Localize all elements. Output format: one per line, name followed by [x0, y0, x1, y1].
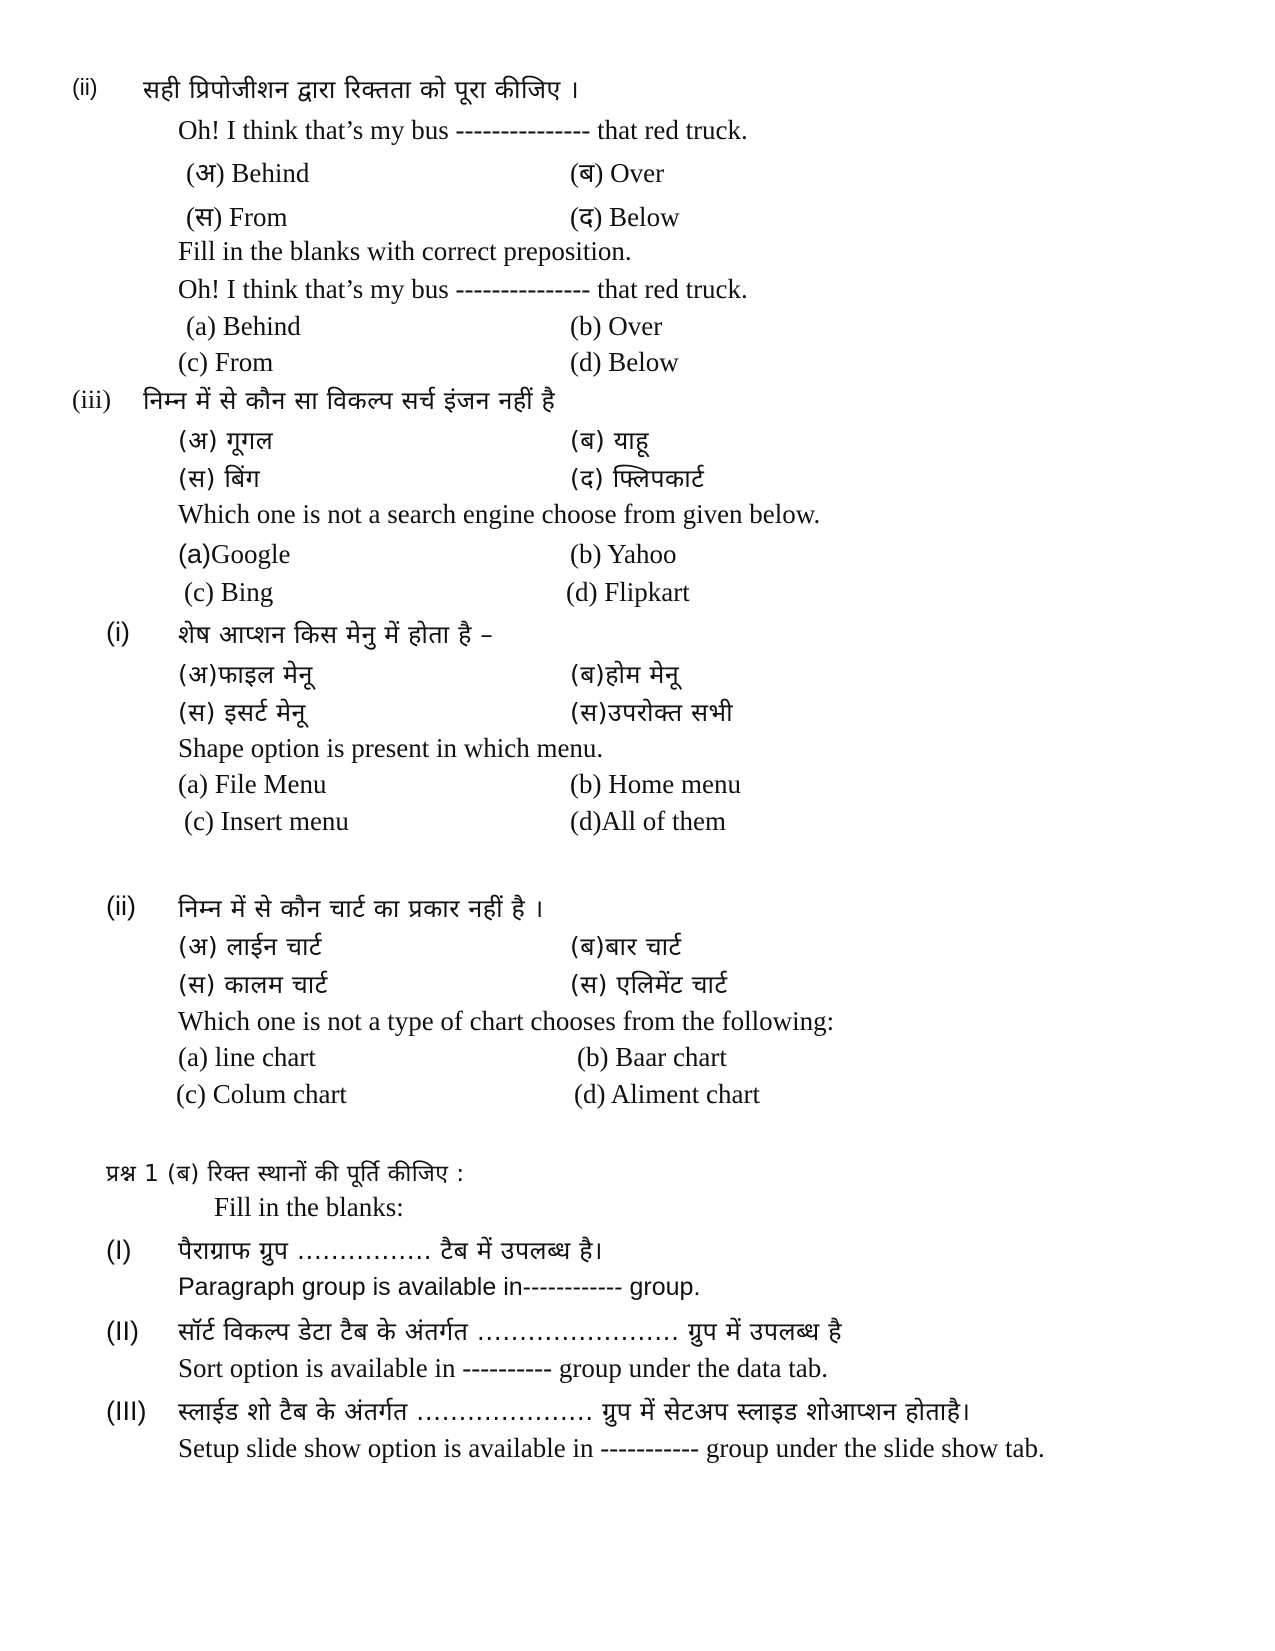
option-c-english: (c) From	[178, 347, 274, 377]
item-number: (II)	[106, 1316, 139, 1346]
option-d-hindi: (स) एलिमेंट चार्ट	[570, 970, 728, 999]
option-a-english: (a) File Menu	[178, 769, 327, 799]
option-c-english: (c) Colum chart	[176, 1079, 347, 1109]
item-text-english: Sort option is available in ---------- group under the data tab.	[178, 1353, 829, 1383]
question-text-english: Fill in the blanks with correct preposition.	[178, 236, 632, 266]
option-c-english: (c) Insert menu	[184, 806, 349, 836]
question-number: (i)	[106, 617, 130, 647]
question-text-hindi: शेष आप्शन किस मेनु में होता है –	[178, 620, 494, 649]
option-d-english: (d) Flipkart	[566, 577, 690, 607]
option-c-hindi: (स) From	[186, 202, 288, 232]
item-text-hindi: पैराग्राफ ग्रुप ................ टैब में उपलब्ध है।	[178, 1236, 604, 1265]
option-b-english: (b) Baar chart	[577, 1042, 727, 1072]
option-d-english: (d)All of them	[570, 806, 726, 836]
question-text-hindi: निम्न में से कौन चार्ट का प्रकार नहीं है ।	[178, 894, 544, 923]
option-a-hindi: (अ) लाईन चार्ट	[178, 932, 323, 961]
option-b-hindi: (ब)होम मेनू	[570, 660, 680, 689]
question-number: (ii)	[106, 891, 136, 921]
option-d-hindi: (स)उपरोक्त सभी	[570, 698, 734, 727]
item-text-english: Paragraph group is available in------------ group.	[178, 1273, 701, 1301]
option-b-hindi: (ब) Over	[570, 158, 665, 188]
option-a-english: (a) Behind	[186, 311, 301, 341]
item-text-hindi: सॉर्ट विकल्प डेटा टैब के अंतर्गत ........................ ग्रुप में उपलब्ध है	[178, 1317, 842, 1346]
option-c-hindi: (स) कालम चार्ट	[178, 970, 328, 999]
option-d-english: (d) Aliment chart	[574, 1079, 760, 1109]
item-number: (I)	[106, 1235, 132, 1265]
question-sentence-hindi-block: Oh! I think that’s my bus --------------- that red truck.	[178, 115, 748, 145]
question-text-english: Which one is not a search engine choose from given below.	[178, 499, 821, 529]
option-c-hindi: (स) बिंग	[178, 464, 261, 493]
option-d-english: (d) Below	[570, 347, 679, 377]
option-a-english	[178, 539, 290, 570]
section-heading-english: Fill in the blanks:	[214, 1192, 404, 1222]
option-d-hindi: (द) फ्लिपकार्ट	[570, 464, 705, 493]
option-d-hindi: (द) Below	[570, 202, 680, 232]
option-b-hindi: (ब)बार चार्ट	[570, 932, 682, 961]
question-text-hindi: निम्न में से कौन सा विकल्प सर्च इंजन नहीं है	[143, 386, 556, 415]
question-text-english: Shape option is present in which menu.	[178, 733, 604, 763]
item-text-english: Setup slide show option is available in ----------- group under the slide show tab.	[178, 1433, 1045, 1463]
option-a-hindi: (अ) गूगल	[178, 426, 274, 455]
option-label: (a)	[178, 539, 211, 569]
item-text-hindi: स्लाईड शो टैब के अंतर्गत ..................... ग्रुप में सेटअप स्लाइड शोआप्शन होताहै।	[178, 1397, 971, 1426]
option-b-english: (b) Yahoo	[570, 539, 677, 569]
option-a-hindi: (अ)फाइल मेनू	[178, 660, 313, 689]
option-text: Google	[211, 539, 291, 569]
question-text-hindi: सही प्रिपोजीशन द्वारा रिक्तता को पूरा कीजिए ।	[143, 75, 580, 104]
option-a-hindi: (अ) Behind	[186, 158, 310, 188]
item-number: (III)	[106, 1396, 147, 1426]
option-a-english: (a) line chart	[178, 1042, 316, 1072]
question-number: (ii)	[72, 74, 98, 100]
option-b-hindi: (ब) याहू	[570, 426, 649, 455]
question-number: (iii)	[72, 385, 111, 414]
option-b-english: (b) Home menu	[570, 769, 741, 799]
section-heading: प्रश्न 1 (ब) रिक्त स्थानों की पूर्ति कीजिए :	[106, 1161, 465, 1187]
option-c-english: (c) Bing	[184, 577, 274, 607]
option-b-english: (b) Over	[570, 311, 663, 341]
question-text-english: Which one is not a type of chart chooses from the following:	[178, 1006, 835, 1036]
option-c-hindi: (स) इसर्ट मेनू	[178, 698, 306, 727]
question-sentence-english: Oh! I think that’s my bus --------------- that red truck.	[178, 274, 748, 304]
